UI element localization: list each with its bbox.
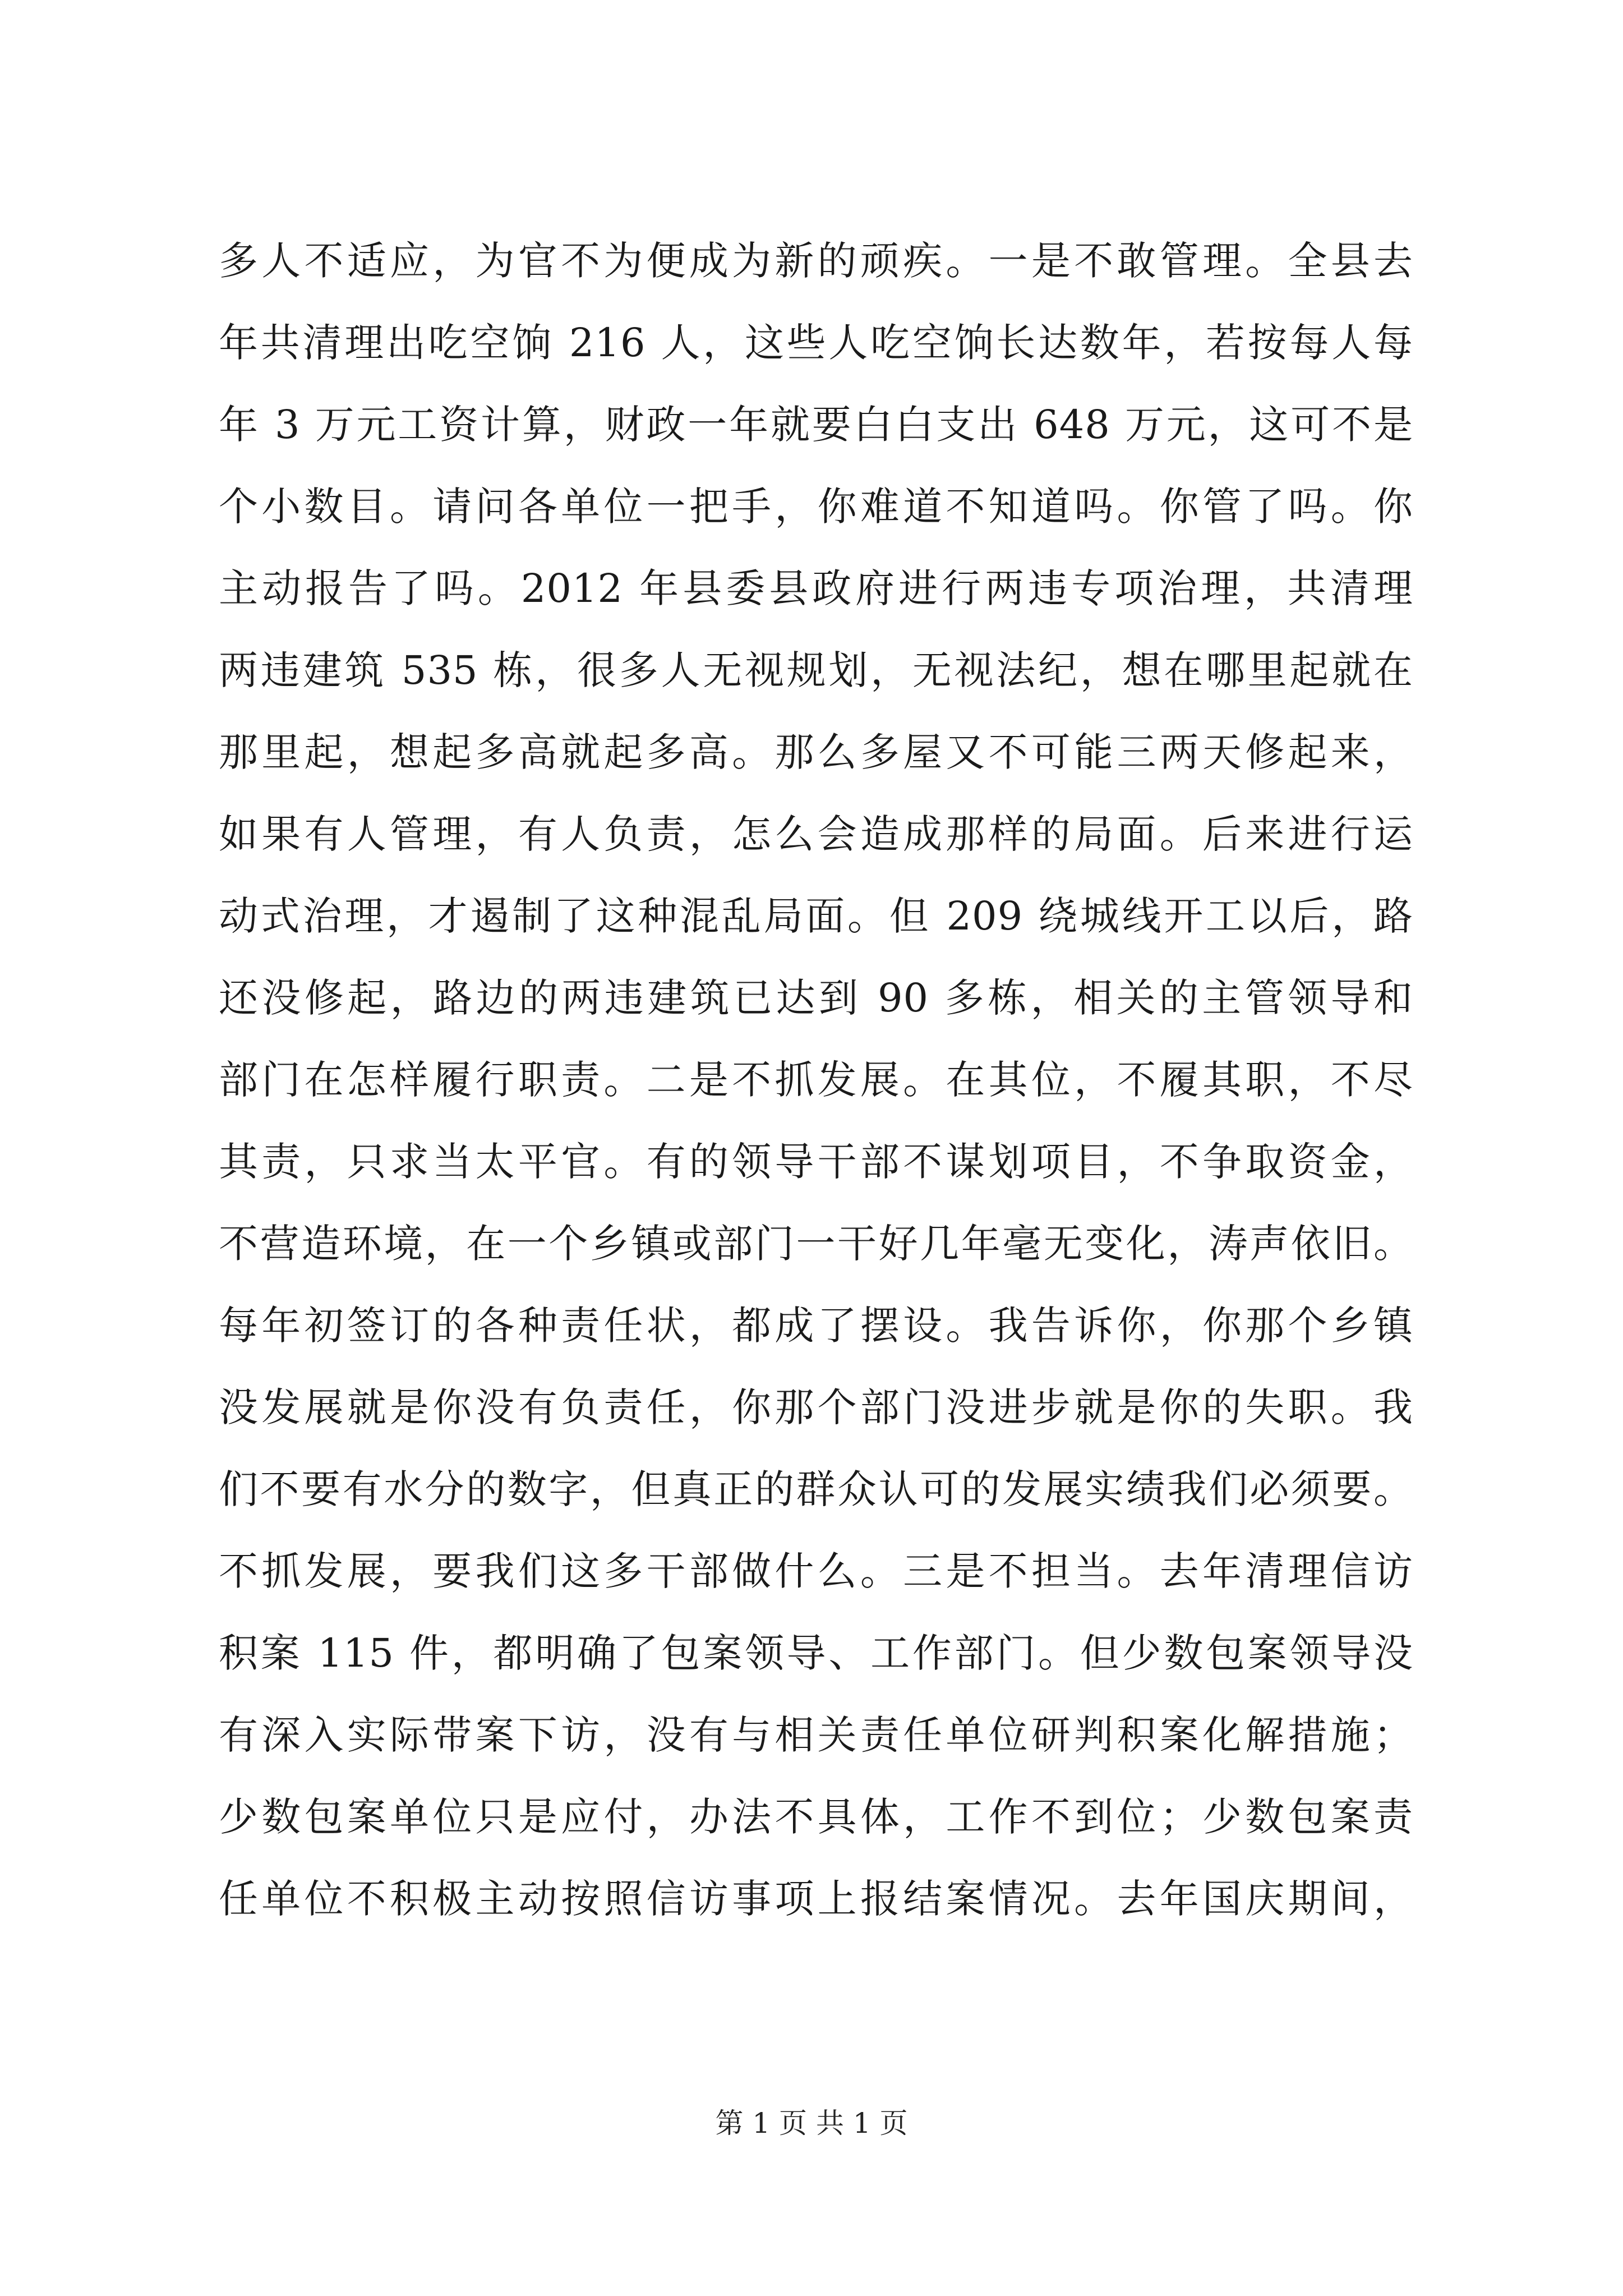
text-line: 多人不适应，为官不为便成为新的顽疾。一是不敢管理。全县去 [219,238,1413,284]
text-line: 部门在怎样履行职责。二是不抓发展。在其位，不履其职，不尽 [219,1057,1413,1103]
text-line: 动式治理，才遏制了这种混乱局面。但 209 绕城线开工以后，路 [219,893,1413,939]
text-line: 任单位不积极主动按照信访事项上报结案情况。去年国庆期间， [219,1876,1413,1922]
page-number-label: 第 1 页 共 1 页 [715,2107,908,2139]
text-line: 如果有人管理，有人负责，怎么会造成那样的局面。后来进行运 [219,811,1413,857]
text-line: 少数包案单位只是应付，办法不具体，工作不到位；少数包案责 [219,1794,1413,1840]
text-line: 主动报告了吗。2012 年县委县政府进行两违专项治理，共清理 [219,565,1413,611]
text-line: 没发展就是你没有负责任，你那个部门没进步就是你的失职。我 [219,1384,1413,1430]
text-line: 积案 115 件，都明确了包案领导、工作部门。但少数包案领导没 [219,1630,1413,1676]
text-line: 其责，只求当太平官。有的领导干部不谋划项目，不争取资金， [219,1139,1413,1185]
text-line: 有深入实际带案下访，没有与相关责任单位研判积案化解措施； [219,1712,1413,1758]
text-line: 两违建筑 535 栋，很多人无视规划，无视法纪，想在哪里起就在 [219,647,1413,693]
text-line: 每年初签订的各种责任状，都成了摆设。我告诉你，你那个乡镇 [219,1303,1413,1349]
text-line: 还没修起，路边的两违建筑已达到 90 多栋，相关的主管领导和 [219,975,1413,1021]
text-line: 年共清理出吃空饷 216 人，这些人吃空饷长达数年，若按每人每 [219,320,1413,366]
text-line: 个小数目。请问各单位一把手，你难道不知道吗。你管了吗。你 [219,484,1413,530]
text-line: 不营造环境，在一个乡镇或部门一干好几年毫无变化，涛声依旧。 [219,1221,1413,1267]
body-text [219,220,1413,1940]
text-line: 年 3 万元工资计算，财政一年就要白白支出 648 万元，这可不是 [219,402,1413,448]
text-line: 那里起，想起多高就起多高。那么多屋又不可能三两天修起来， [219,729,1413,775]
text-line: 们不要有水分的数字，但真正的群众认可的发展实绩我们必须要。 [219,1466,1413,1512]
text-line: 不抓发展，要我们这多干部做什么。三是不担当。去年清理信访 [219,1548,1413,1594]
page-footer [0,2101,1623,2146]
